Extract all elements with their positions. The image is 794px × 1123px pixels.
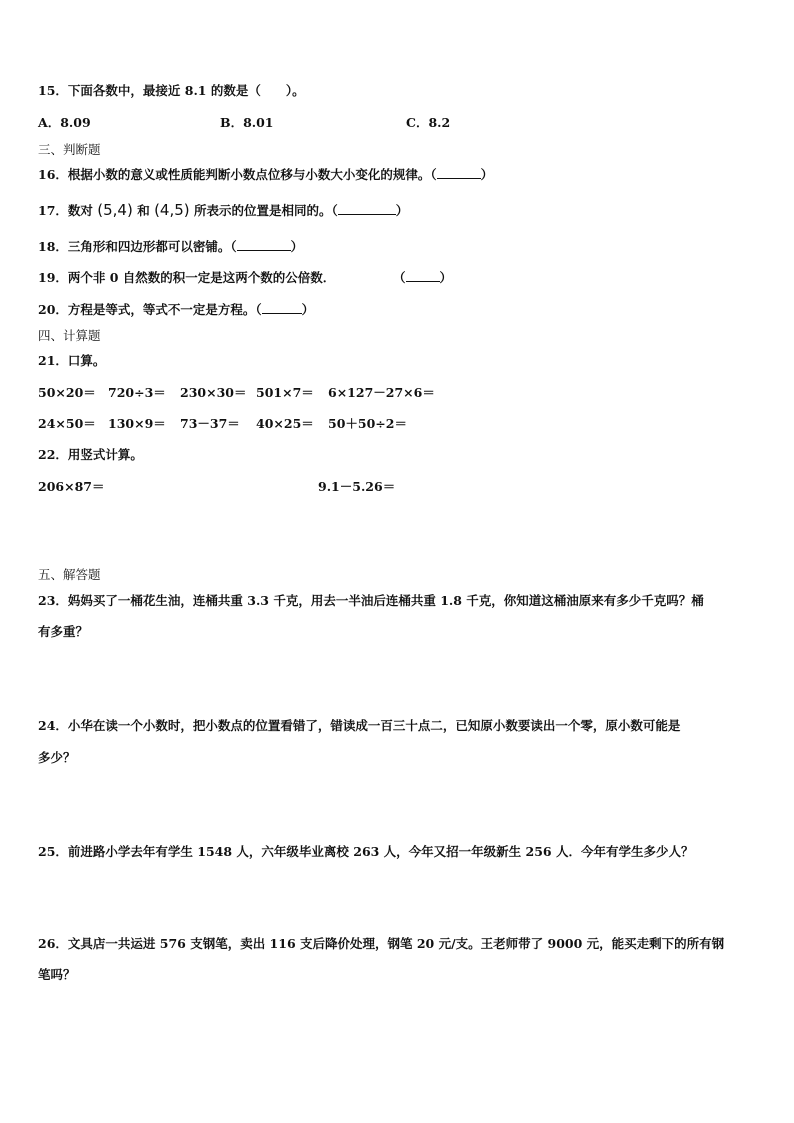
question-17-and: 和 — [137, 203, 150, 218]
question-16-text: 16．根据小数的意义或性质能判断小数点位移与小数大小变化的规律。（ — [38, 167, 437, 182]
section-heading-judgement: 三、判断题 — [38, 142, 101, 157]
section-heading-word-problems: 五、解答题 — [38, 567, 101, 582]
oral-calc-item: 6×127－27×6＝ — [328, 385, 435, 400]
oral-calc-item: 50＋50÷2＝ — [328, 416, 407, 431]
answer-blank[interactable] — [338, 203, 396, 215]
question-20 — [38, 302, 314, 318]
question-16 — [38, 167, 493, 183]
paren-close: ） — [439, 270, 453, 285]
question-19-text: 19．两个非 0 自然数的积一定是这两个数的公倍数． — [38, 270, 336, 285]
option-b: B．8.01 — [220, 115, 274, 130]
paren-close: ） — [301, 302, 315, 317]
answer-blank[interactable] — [237, 239, 291, 251]
question-18-text: 18．三角形和四边形都可以密铺。（ — [38, 239, 237, 254]
oral-calc-item: 73－37＝ — [180, 416, 240, 431]
question-17-prefix: 17．数对 — [38, 203, 93, 218]
oral-calc-item: 501×7＝ — [256, 385, 314, 400]
oral-calc-item: 50×20＝ — [38, 385, 96, 400]
paren-close: ） — [480, 167, 494, 182]
oral-calc-item: 24×50＝ — [38, 416, 96, 431]
vertical-calc-a: 206×87＝ — [38, 479, 105, 494]
option-c: C．8.2 — [406, 115, 451, 130]
question-18 — [38, 239, 303, 255]
answer-blank[interactable] — [406, 270, 440, 282]
oral-calc-item: 230×30＝ — [180, 385, 247, 400]
vertical-calc-b: 9.1－5.26＝ — [318, 479, 396, 494]
section-heading-calculation: 四、计算题 — [38, 328, 101, 343]
oral-calc-item: 720÷3＝ — [108, 385, 166, 400]
paren-close: ） — [395, 203, 409, 218]
question-17-text: 所表示的位置是相同的。（ — [193, 203, 338, 218]
question-25-line-1: 25．前进路小学去年有学生 1548 人，六年级毕业离校 263 人，今年又招一年级新生 256 人．今年有学生多少人？ — [38, 844, 694, 859]
answer-blank[interactable] — [437, 167, 481, 179]
oral-calc-item: 40×25＝ — [256, 416, 314, 431]
question-19 — [38, 270, 335, 286]
question-22-title: 22．用竖式计算。 — [38, 447, 143, 462]
question-20-text: 20．方程是等式，等式不一定是方程。（ — [38, 302, 262, 317]
question-24-line-1: 24．小华在读一个小数时，把小数点的位置看错了，错读成一百三十点二，已知原小数要读出一个零，原小数可能是 — [38, 718, 681, 733]
paren-close: ） — [290, 239, 304, 254]
question-23-line-2: 有多重？ — [38, 624, 89, 639]
option-a: A．8.09 — [38, 115, 91, 130]
coordinate-pair-2: (4,5) — [154, 201, 190, 219]
answer-blank[interactable] — [262, 302, 302, 314]
coordinate-pair-1: (5,4) — [97, 201, 133, 219]
paren-open: （ — [393, 270, 406, 285]
oral-calc-item: 130×9＝ — [108, 416, 166, 431]
question-23-line-1: 23．妈妈买了一桶花生油，连桶共重 3.3 千克，用去一半油后连桶共重 1.8 千克，你知道这桶油原来有多少千克吗？桶 — [38, 593, 704, 608]
question-17 — [38, 202, 408, 219]
question-21-title: 21．口算。 — [38, 353, 106, 368]
question-26-line-2: 笔吗？ — [38, 967, 76, 982]
question-19-answer — [393, 270, 452, 286]
question-26-line-1: 26．文具店一共运进 576 支钢笔，卖出 116 支后降价处理，钢笔 20 元/支。王老师带了 9000 元，能买走剩下的所有钢 — [38, 936, 725, 951]
question-24-line-2: 多少？ — [38, 750, 76, 765]
question-15-stem: 15．下面各数中，最接近 8.1 的数是（ ）。 — [38, 83, 305, 98]
